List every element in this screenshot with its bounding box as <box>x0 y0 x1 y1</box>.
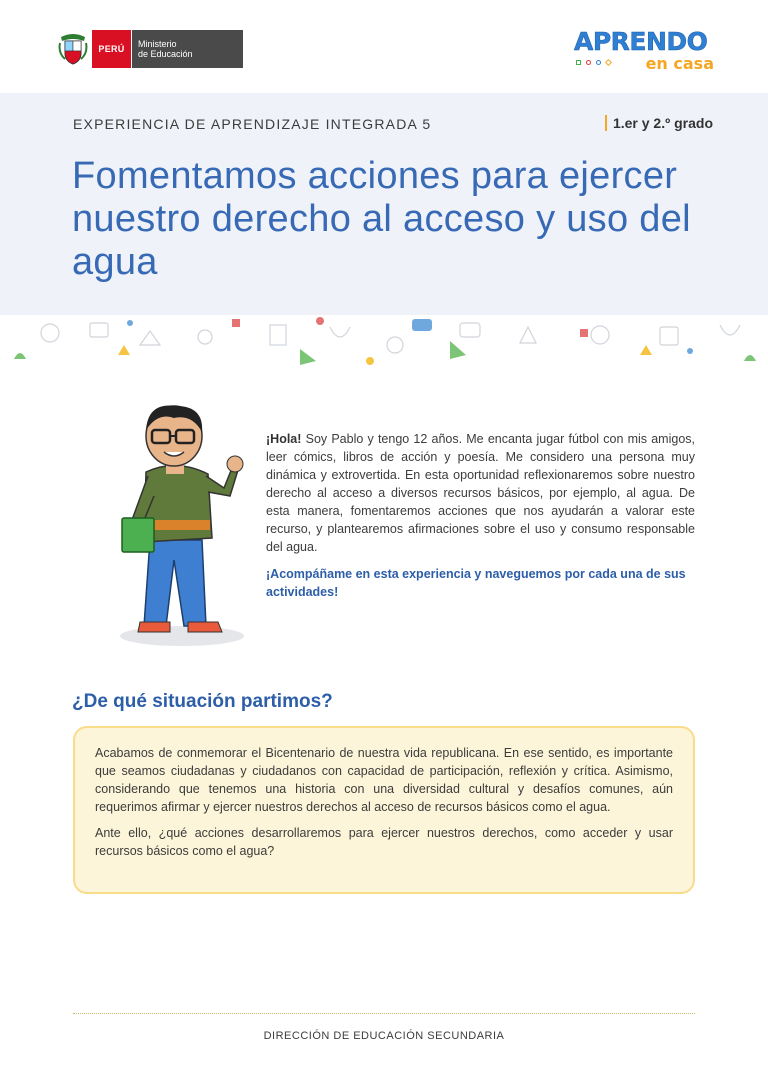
situation-paragraph-1: Acabamos de conmemorar el Bicentenario de nuestra vida republicana. En ese sentido, es importante que seamos ciudadanas y ciudadanos con capacidad de participación, reflexión y crítica. Asimismo, considerando que tenemos una historia con una diversidad cultural y desafíos comunes, aún requerimos afirmar y ejercer nuestros derechos al acceso de recursos básicos como el agua. <box>95 746 673 814</box>
ministry-label <box>131 30 243 68</box>
grade-divider <box>605 115 607 131</box>
brand-title: APRENDO <box>574 27 708 56</box>
brand-shapes-icon <box>576 60 611 65</box>
page-header <box>0 0 768 93</box>
intro-cta: ¡Acompáñame en esta experiencia y naveguemos por cada una de sus actividades! <box>266 567 686 599</box>
aprendo-en-casa-logo <box>574 28 716 74</box>
intro-greeting: ¡Hola! <box>266 432 302 446</box>
situation-paragraph-2: Ante ello, ¿qué acciones desarrollaremos para ejercer nuestros derechos, como acceder y usar recursos básicos como el agua? <box>95 826 673 858</box>
footer-divider <box>73 1013 695 1014</box>
grade-label <box>605 115 713 131</box>
page-title: Fomentamos acciones para ejercer nuestro derecho al acceso y uso del agua <box>72 155 691 283</box>
coat-of-arms-icon <box>58 31 88 67</box>
brand-subtitle: en casa <box>645 54 714 73</box>
doodles-pattern <box>0 315 768 377</box>
minedu-logo <box>58 30 243 68</box>
section-heading: ¿De qué situación partimos? <box>72 691 333 712</box>
peru-label: PERÚ <box>92 30 131 68</box>
grade-text: 1.er y 2.º grado <box>612 115 713 131</box>
intro-body: Soy Pablo y tengo 12 años. Me encanta jugar fútbol con mis amigos, leer cómics, libros de acción y poesía. Me considero una persona muy dinámica y extrovertida. En esta oportunidad reflexionaremos sobre nuestro derecho al acceso a diversos recursos básicos, por ejemplo, al agua. De esta manera, fomentaremos acciones que nos ayudarán a valorar este recurso, y plantearemos afirmaciones sobre el uso y consumo responsable del agua. <box>266 432 695 554</box>
intro-text <box>266 430 695 556</box>
footer-text: DIRECCIÓN DE EDUCACIÓN SECUNDARIA <box>263 1030 505 1042</box>
pablo-illustration <box>112 400 252 648</box>
experience-label: EXPERIENCIA DE APRENDIZAJE INTEGRADA 5 <box>73 116 432 132</box>
situation-box <box>73 726 695 894</box>
ministry-line-2: de Educación <box>138 49 193 59</box>
ministry-line-1: Ministerio <box>138 39 177 49</box>
